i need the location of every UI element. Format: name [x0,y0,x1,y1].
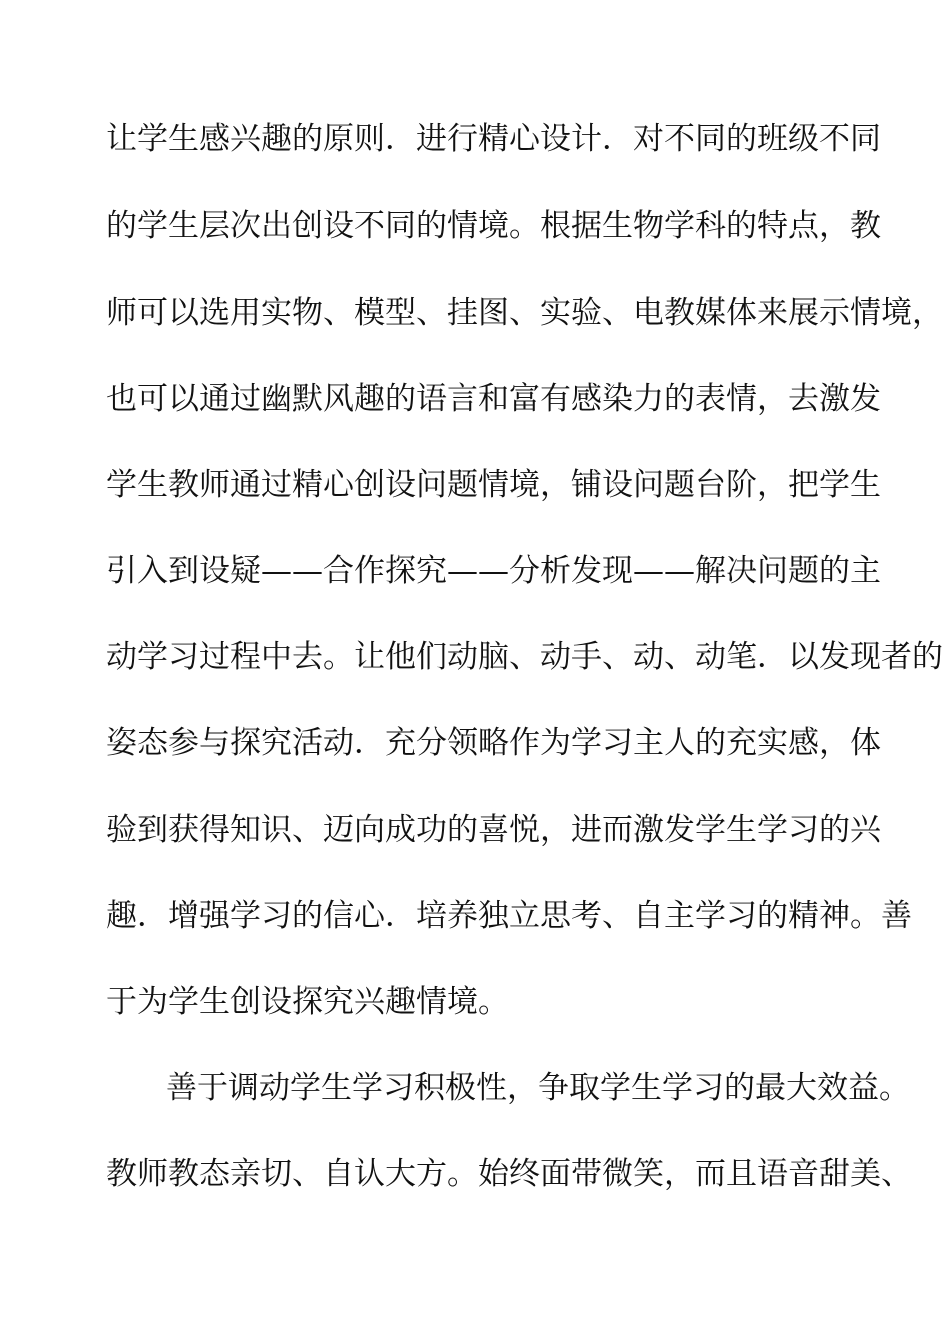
text-line-10: 趣．增强学习的信心．培养独立思考、自主学习的精神。善 [106,898,912,934]
text-line-5: 学生教师通过精心创设问题情境，铺设问题台阶，把学生 [106,467,881,503]
text-line-9: 验到获得知识、迈向成功的喜悦，进而激发学生学习的兴 [106,812,881,848]
text-line-4: 也可以通过幽默风趣的语言和富有感染力的表情，去激发 [106,381,881,417]
text-line-7: 动学习过程中去。让他们动脑、动手、动、动笔．以发现者的 [106,639,943,675]
text-line-3: 师可以选用实物、模型、挂图、实验、电教媒体来展示情境， [106,295,943,331]
text-line-11: 于为学生创设探究兴趣情境。 [106,984,509,1020]
text-line-1: 让学生感兴趣的原则．进行精心设计．对不同的班级不同 [106,121,881,157]
text-line-6: 引入到设疑——合作探究——分析发现——解决问题的主 [106,553,881,589]
text-line-12: 善于调动学生学习积极性，争取学生学习的最大效益。 [166,1070,910,1106]
text-line-2: 的学生层次出创设不同的情境。根据生物学科的特点，教 [106,208,881,244]
text-line-8: 姿态参与探究活动．充分领略作为学习主人的充实感，体 [106,725,881,761]
text-line-13: 教师教态亲切、自认大方。始终面带微笑，而且语音甜美、 [106,1156,912,1192]
